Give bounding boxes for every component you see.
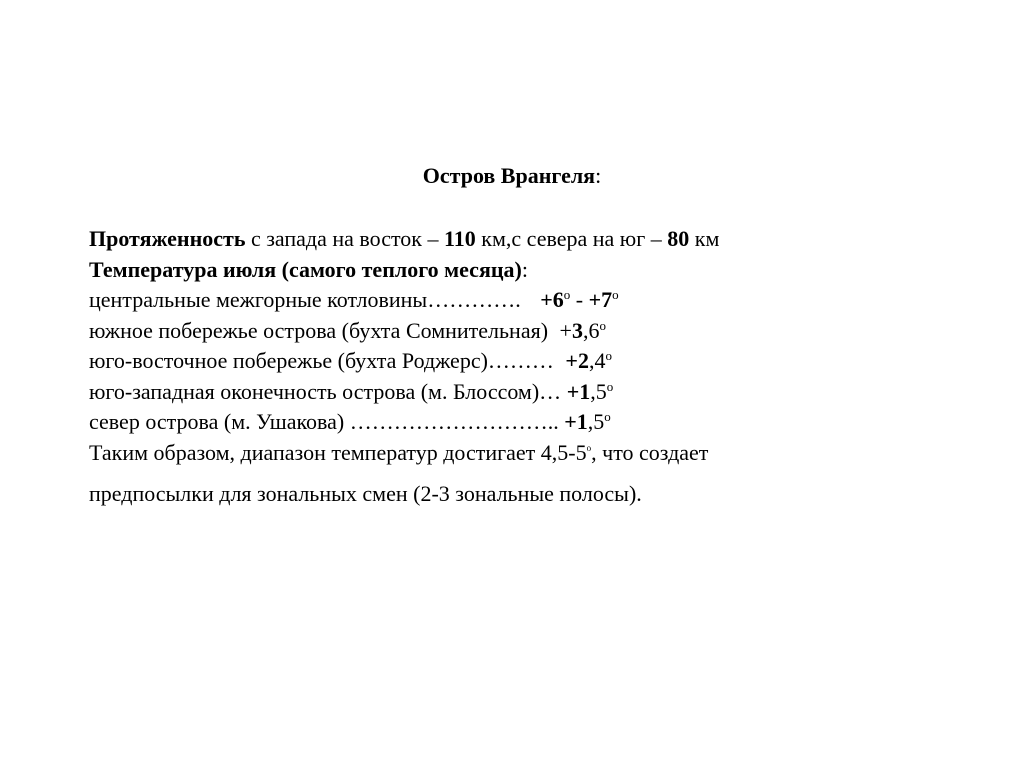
- temp-value: 7: [601, 287, 613, 312]
- temp-sign: +: [559, 317, 572, 343]
- content-body: [89, 224, 989, 510]
- temp-sign: +: [565, 348, 578, 373]
- temp-value: 1: [579, 378, 591, 404]
- temp-location: юго-восточное побережье (бухта Роджерс)………: [89, 348, 560, 373]
- temp-sign: +: [566, 378, 580, 404]
- extent-label: Протяженность: [89, 226, 246, 251]
- conclusion-text-1: Таким образом, диапазон температур достигает 4,5-5: [89, 439, 587, 465]
- temp-fraction: ,4: [588, 348, 606, 373]
- conclusion-line-2: [89, 479, 989, 510]
- temp-row: [89, 407, 989, 438]
- temp-sign: +: [564, 409, 577, 434]
- temp-sign: +: [588, 287, 602, 312]
- temp-value: 2: [577, 348, 589, 373]
- july-colon: :: [521, 256, 528, 282]
- extent-text-1: с запада на восток –: [245, 226, 444, 251]
- temp-value: 1: [576, 409, 588, 434]
- temp-location: север острова (м. Ушакова) ………………………..: [89, 409, 565, 434]
- extent-text-2: км,с севера на юг –: [475, 226, 668, 251]
- temp-separator: -: [570, 287, 589, 312]
- conclusion-line-1: [89, 438, 989, 469]
- conclusion-text-3: предпосылки для зональных смен (2-3 зональные полосы).: [89, 481, 642, 506]
- temp-sign: +: [540, 287, 553, 312]
- temp-value: 6: [552, 287, 564, 312]
- temp-row: [89, 285, 989, 316]
- temp-row: [89, 377, 989, 408]
- title-colon: :: [595, 163, 602, 188]
- july-heading: [89, 255, 989, 286]
- temp-location: южное побережье острова (бухта Сомнительная): [89, 317, 554, 343]
- extent-value-2: 80: [667, 226, 690, 251]
- temp-row: [89, 316, 989, 347]
- degree-mark: о: [605, 348, 612, 363]
- extent-unit: км: [689, 226, 720, 251]
- title-text: Остров Врангеля: [422, 163, 596, 188]
- july-label: Температура июля (самого теплого месяца): [89, 256, 522, 282]
- temp-value: 3: [571, 317, 583, 343]
- page-title: [0, 162, 1024, 190]
- degree-mark: о: [599, 317, 606, 333]
- temp-fraction: ,5: [590, 378, 607, 404]
- temp-fraction: ,5: [587, 409, 605, 434]
- degree-mark: о: [586, 442, 592, 453]
- degree-mark: о: [612, 287, 619, 302]
- degree-mark: о: [604, 409, 611, 424]
- extent-value-1: 110: [444, 226, 476, 251]
- degree-mark: о: [563, 287, 571, 302]
- conclusion-text-2: , что создает: [591, 439, 709, 465]
- temp-location: юго-западная оконечность острова (м. Блоссом)…: [89, 378, 567, 404]
- temp-location: центральные межгорные котловины………….: [89, 287, 527, 312]
- temp-row: [89, 346, 989, 377]
- degree-mark: о: [606, 378, 614, 394]
- extent-line: [89, 224, 989, 255]
- temp-fraction: ,6: [582, 317, 600, 343]
